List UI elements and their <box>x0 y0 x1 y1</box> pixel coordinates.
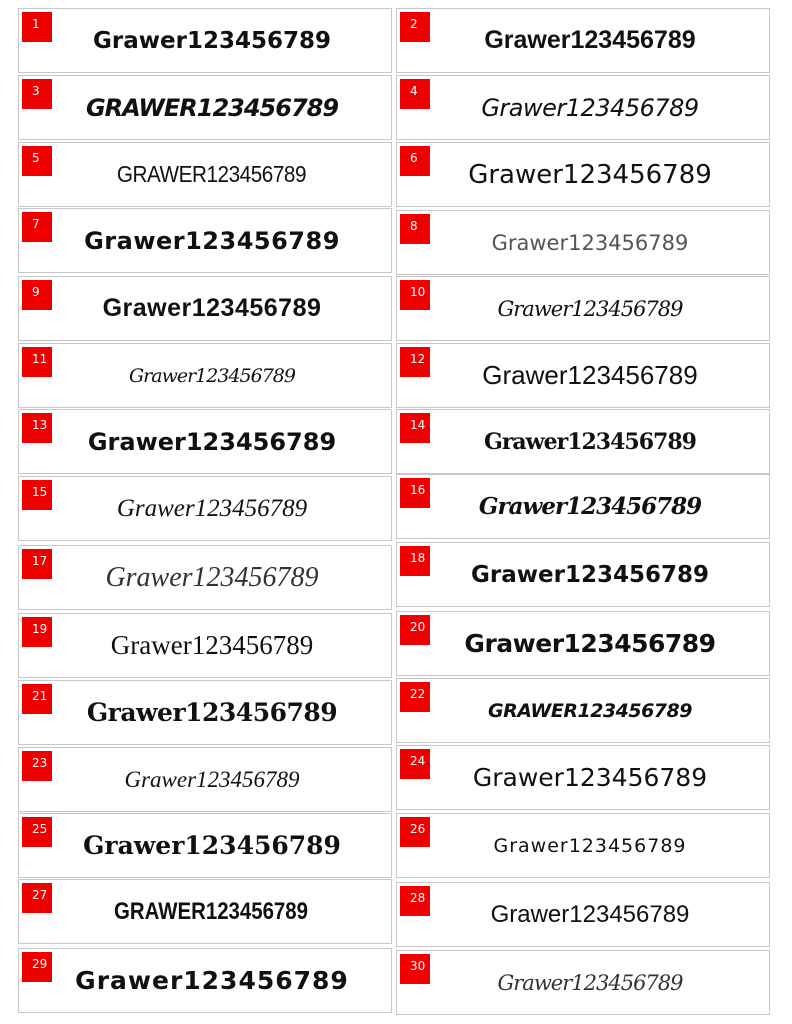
font-sample-card[interactable] <box>18 813 392 878</box>
sample-text: Grawer123456789 <box>484 26 696 54</box>
sample-number-badge: 3 <box>22 79 52 109</box>
sample-number-badge: 10 <box>400 280 430 310</box>
font-sample-card[interactable] <box>18 879 392 944</box>
sample-number-badge: 20 <box>400 615 430 645</box>
sample-number-badge: 12 <box>400 347 430 377</box>
font-sample-card[interactable] <box>18 75 392 140</box>
font-sample-card[interactable] <box>396 813 770 878</box>
sample-text: GRAWER123456789 <box>488 699 692 722</box>
sample-text: Grawer123456789 <box>472 763 708 792</box>
sample-number-badge: 5 <box>22 146 52 176</box>
sample-number-badge: 4 <box>400 79 430 109</box>
sample-number-badge: 21 <box>22 684 52 714</box>
sample-number-badge: 11 <box>22 347 52 377</box>
sample-text: Grawer123456789 <box>102 294 322 322</box>
sample-text: Grawer123456789 <box>110 630 314 660</box>
sample-text: Grawer123456789 <box>481 93 699 122</box>
sample-number-badge: 18 <box>400 546 430 576</box>
sample-text: Grawer123456789 <box>93 27 331 54</box>
sample-text: Grawer123456789 <box>471 561 709 588</box>
sample-number-badge: 8 <box>400 214 430 244</box>
font-sample-card[interactable] <box>18 613 392 678</box>
font-sample-card[interactable] <box>396 276 770 341</box>
sample-number-badge: 25 <box>22 817 52 847</box>
font-sample-card[interactable] <box>396 745 770 810</box>
font-sample-card[interactable] <box>18 476 392 541</box>
font-sample-card[interactable] <box>396 611 770 676</box>
sample-number-badge: 23 <box>22 751 52 781</box>
sample-text: GRAWER123456789 <box>85 93 339 122</box>
sample-text: Grawer123456789 <box>491 230 689 255</box>
font-sample-card[interactable] <box>18 680 392 745</box>
sample-text: GRAWER123456789 <box>113 897 308 925</box>
sample-number-badge: 19 <box>22 617 52 647</box>
font-sample-card[interactable] <box>18 276 392 341</box>
font-sample-card[interactable] <box>18 948 392 1013</box>
sample-number-badge: 29 <box>22 952 52 982</box>
sample-text: Grawer123456789 <box>116 494 308 522</box>
font-sample-card[interactable] <box>396 210 770 275</box>
sample-number-badge: 17 <box>22 549 52 579</box>
sample-text: GRAWER123456789 <box>116 161 306 187</box>
sample-number-badge: 27 <box>22 883 52 913</box>
font-sample-card[interactable] <box>396 882 770 947</box>
sample-text: Grawer123456789 <box>478 493 702 520</box>
sample-text: Grawer123456789 <box>105 561 319 593</box>
font-sample-card[interactable] <box>18 8 392 73</box>
font-sample-card[interactable] <box>18 343 392 408</box>
sample-number-badge: 14 <box>400 413 430 443</box>
font-sample-card[interactable] <box>396 142 770 207</box>
font-sample-card[interactable] <box>396 678 770 743</box>
font-sample-card[interactable] <box>396 409 770 474</box>
sample-text: Grawer123456789 <box>464 629 716 658</box>
sample-text: Grawer123456789 <box>75 966 349 995</box>
sample-text: Grawer123456789 <box>129 364 295 387</box>
sample-number-badge: 26 <box>400 817 430 847</box>
sample-number-badge: 2 <box>400 12 430 42</box>
sample-number-badge: 7 <box>22 212 52 242</box>
font-sample-card[interactable] <box>18 545 392 610</box>
sample-number-badge: 9 <box>22 280 52 310</box>
font-sample-card[interactable] <box>18 409 392 474</box>
sample-text: Grawer123456789 <box>497 970 683 995</box>
sample-text: Grawer123456789 <box>124 766 300 792</box>
font-sample-card[interactable] <box>396 542 770 607</box>
sample-text: Grawer123456789 <box>484 428 696 455</box>
sample-text: Grawer123456789 <box>468 159 712 190</box>
sample-number-badge: 16 <box>400 478 430 508</box>
sample-number-badge: 13 <box>22 413 52 443</box>
sample-text: Grawer123456789 <box>482 360 698 390</box>
sample-number-badge: 6 <box>400 146 430 176</box>
font-sample-card[interactable] <box>396 950 770 1015</box>
font-sample-card[interactable] <box>18 747 392 812</box>
sample-number-badge: 24 <box>400 749 430 779</box>
sample-text: Grawer123456789 <box>83 831 341 860</box>
sample-number-badge: 30 <box>400 954 430 984</box>
font-sample-card[interactable] <box>396 474 770 539</box>
sample-number-badge: 1 <box>22 12 52 42</box>
sample-number-badge: 28 <box>400 886 430 916</box>
font-sample-card[interactable] <box>396 75 770 140</box>
sample-text: Grawer123456789 <box>493 834 687 857</box>
sample-text: Grawer123456789 <box>86 698 338 727</box>
font-sample-card[interactable] <box>396 343 770 408</box>
sample-text: Grawer123456789 <box>87 427 337 456</box>
sample-number-badge: 15 <box>22 480 52 510</box>
sample-text: Grawer123456789 <box>490 900 690 928</box>
sample-text: Grawer123456789 <box>497 296 683 321</box>
font-sample-card[interactable] <box>396 8 770 73</box>
font-sample-card[interactable] <box>18 208 392 273</box>
sample-number-badge: 22 <box>400 682 430 712</box>
sample-text: Grawer123456789 <box>84 226 340 255</box>
font-sample-card[interactable] <box>18 142 392 207</box>
